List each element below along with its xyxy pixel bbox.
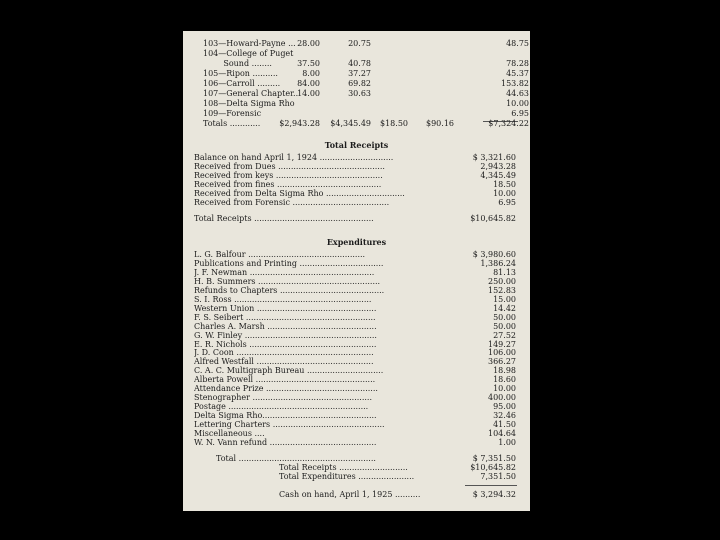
expenditure-amount: 15.00 [493, 294, 516, 304]
expenditure-label: Western Union ............................................... [194, 303, 377, 313]
chapter-c2: 30.63 [348, 89, 371, 98]
expenditure-label: Charles A. Marsh ........................................... [194, 321, 377, 331]
totals-row [203, 119, 529, 129]
expenditure-amount: 152.83 [488, 285, 516, 295]
chapter-c1: 84.00 [297, 79, 320, 88]
expenditure-amount: 27.52 [493, 330, 516, 340]
receipt-amount: 18.50 [493, 180, 516, 189]
chapter-total: 44.63 [506, 89, 529, 98]
expenditure-amount: 41.50 [493, 420, 516, 430]
expenditure-amount: 366.27 [488, 357, 516, 367]
chapter-name: 106—Carroll ......... [203, 79, 281, 88]
chapter-name: 103—Howard-Payne ... [203, 39, 296, 48]
expenditure-label: Postage ....................................................... [194, 402, 369, 412]
chapter-row [203, 79, 529, 89]
expenditure-amount: 400.00 [488, 393, 516, 403]
chapter-c1: 8.00 [302, 69, 320, 78]
receipt-amount: 10.00 [493, 189, 516, 198]
summary-rule [465, 485, 517, 486]
receipt-label: Balance on hand April 1, 1924 ............................. [194, 153, 394, 162]
expenditure-label: H. B. Summers ................................................ [194, 276, 381, 286]
expenditure-amount: 50.00 [493, 321, 516, 331]
expenditure-amount: $ 3,980.60 [472, 250, 516, 259]
ledger-page [183, 31, 530, 511]
expenditures-heading: Expenditures [326, 237, 387, 247]
expenditure-label: L. G. Balfour .............................................. [194, 250, 366, 259]
expenditure-label: Alfred Westfall .............................................. [194, 357, 374, 367]
chapter-name: 104—College of Puget [203, 49, 294, 58]
total-receipts-label: Total Receipts ............................................... [194, 214, 374, 223]
expenditure-total-label: Total ...................................................... [216, 454, 376, 463]
chapter-c1: 14.00 [297, 89, 320, 98]
expenditure-label: E. R. Nichols .................................................. [194, 339, 377, 349]
expenditure-label: S. I. Ross ...................................................... [194, 294, 372, 304]
expenditure-amount: 250.00 [488, 276, 516, 286]
chapter-total: 78.28 [506, 59, 529, 68]
receipt-label: Received from fines ......................................... [194, 180, 382, 189]
total-receipts-amount: $10,645.82 [470, 214, 516, 223]
chapter-name: Sound ........ [203, 59, 272, 68]
expenditure-label: J. F. Newman ................................................. [194, 267, 375, 277]
chapter-name: 107—General Chapter.. [203, 89, 299, 98]
expenditure-amount: 50.00 [493, 312, 516, 322]
receipt-amount: 6.95 [498, 198, 516, 207]
expenditure-label: Miscellaneous .... [194, 429, 265, 438]
receipt-label: Received from Dues .......................................... [194, 162, 385, 171]
chapter-total: 45.37 [506, 69, 529, 78]
receipt-amount: $ 3,321.60 [472, 153, 516, 162]
expenditure-amount: 10.00 [493, 384, 516, 394]
expenditure-amount: 149.27 [488, 339, 516, 349]
chapter-row [203, 69, 529, 79]
totals-col1: $2,943.28 [279, 119, 320, 128]
chapter-c1: 37.50 [297, 59, 320, 68]
chapter-row [203, 39, 529, 49]
receipt-row [194, 198, 516, 208]
chapter-row [203, 59, 529, 69]
receipt-amount: 2,943.28 [480, 162, 516, 171]
totals-label: Totals ............ [203, 119, 261, 128]
totals-grand: $7,324.22 [488, 119, 529, 128]
chapter-c2: 40.78 [348, 59, 371, 68]
receipt-label: Received from Forensic ...................................... [194, 198, 390, 207]
summary-amount: 7,351.50 [480, 472, 516, 481]
chapter-c2: 69.82 [348, 79, 371, 88]
chapter-c1: 28.00 [297, 39, 320, 48]
expenditure-row [194, 438, 516, 448]
expenditure-label: F. S. Seibert ................................................... [194, 312, 376, 322]
chapter-name: 108—Delta Sigma Rho [203, 99, 295, 108]
totals-col2: $4,345.49 [330, 119, 371, 128]
summary-label: Total Receipts ........................... [279, 463, 408, 472]
chapter-row [203, 49, 523, 59]
expenditure-amount: 32.46 [493, 411, 516, 421]
summary-label: Total Expenditures ...................... [279, 472, 415, 481]
totals-col4: $90.16 [426, 119, 454, 128]
expenditure-amount: 1,386.24 [480, 258, 516, 268]
summary-amount: $10,645.82 [470, 463, 516, 472]
receipts-heading: Total Receipts [324, 140, 389, 150]
chapter-row [203, 99, 529, 109]
cash-on-hand-amount: $ 3,294.32 [472, 490, 516, 499]
expenditure-amount: 81.13 [493, 267, 516, 277]
chapter-total: 6.95 [511, 109, 529, 118]
expenditure-label: C. A. C. Multigraph Bureau .............................. [194, 366, 384, 376]
expenditure-label: Delta Sigma Rho............................................. [194, 411, 377, 421]
expenditure-label: Publications and Printing ................................. [194, 258, 384, 268]
receipt-amount: 4,345.49 [480, 171, 516, 180]
chapter-row [203, 109, 529, 119]
expenditure-total-amount: $ 7,351.50 [472, 454, 516, 463]
totals-col3: $18.50 [380, 119, 408, 128]
expenditure-label: Refunds to Chapters ......................................... [194, 285, 385, 295]
expenditure-label: Alberta Powell ............................................... [194, 375, 376, 385]
receipt-label: Received from Delta Sigma Rho ............................... [194, 189, 405, 198]
expenditure-amount: 1.00 [498, 437, 516, 447]
receipt-label: Received from keys .......................................... [194, 171, 383, 180]
chapter-c2: 20.75 [348, 39, 371, 48]
chapter-total: 48.75 [506, 39, 529, 48]
expenditure-amount: 95.00 [493, 402, 516, 412]
expenditure-amount: 18.98 [493, 366, 516, 376]
cash-on-hand-label: Cash on hand, April 1, 1925 .......... [279, 490, 421, 499]
chapter-name: 109—Forensic [203, 109, 262, 118]
chapter-c2: 37.27 [348, 69, 371, 78]
expenditure-amount: 14.42 [493, 303, 516, 313]
expenditure-label: G. W. Finley .................................................... [194, 330, 377, 340]
expenditure-amount: 104.64 [488, 429, 516, 438]
expenditure-amount: 106.00 [488, 348, 516, 358]
expenditure-amount: 18.60 [493, 375, 516, 385]
chapter-name: 105—Ripon .......... [203, 69, 278, 78]
expenditure-label: Attendance Prize ............................................ [194, 384, 378, 394]
chapter-total: 153.82 [501, 79, 529, 88]
expenditure-label: Stenographer ............................................... [194, 393, 373, 403]
expenditure-label: W. N. Vann refund .......................................... [194, 437, 377, 447]
expenditure-label: Lettering Charters ............................................ [194, 420, 385, 430]
expenditure-label: J. D. Coon ...................................................... [194, 348, 374, 358]
chapter-total: 10.00 [506, 99, 529, 108]
chapter-row [203, 89, 529, 99]
